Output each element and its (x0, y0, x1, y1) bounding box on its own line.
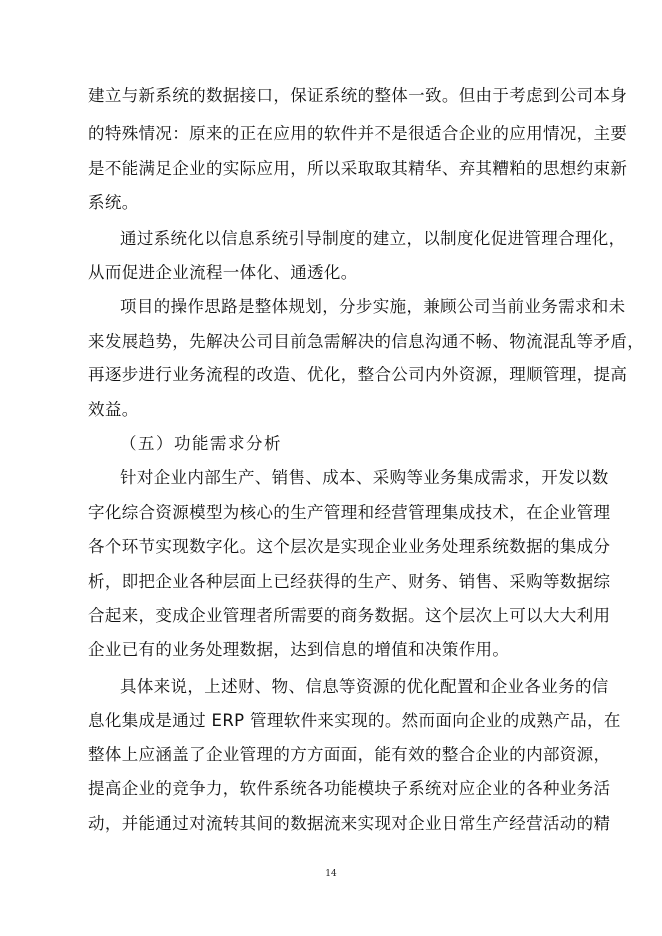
paragraph-4-line-1: 针对企业内部生产、销售、成本、采购等业务集成需求，开发以数 (120, 468, 609, 487)
paragraph-2-line-2: 从而促进企业流程一体化、通透化。 (88, 263, 358, 282)
paragraph-5-line-1: 具体来说，上述财、物、信息等资源的优化配置和企业各业务的信 (120, 677, 609, 696)
paragraph-3-line-3: 再逐步进行业务流程的改造、优化，整合公司内外资源，理顺管理，提高 (88, 365, 628, 384)
paragraph-1-line-3: 是不能满足企业的实际应用，所以采取取其精华、弃其糟粕的思想约束新 (88, 159, 628, 178)
paragraph-4-line-2: 字化综合资源模型为核心的生产管理和经营管理集成技术，在企业管理 (88, 503, 611, 522)
page-number: 14 (325, 869, 337, 879)
paragraph-1-line-2: 的特殊情况：原来的正在应用的软件并不是很适合企业的应用情况，主要 (88, 124, 628, 143)
paragraph-1-line-4: 系统。 (88, 193, 139, 212)
paragraph-4-line-4: 析，即把企业各种层面上已经获得的生产、财务、销售、采购等数据综 (88, 572, 611, 591)
paragraph-4-line-3: 各个环节实现数字化。这个层次是实现企业业务处理系统数据的集成分 (88, 537, 611, 556)
paragraph-3-line-2: 来发展趋势，先解决公司目前急需解决的信息沟通不畅、物流混乱等矛盾， (88, 332, 645, 351)
paragraph-1-line-1: 建立与新系统的数据接口，保证系统的整体一致。但由于考虑到公司本身 (88, 86, 628, 105)
paragraph-2-line-1: 通过系统化以信息系统引导制度的建立，以制度化促进管理合理化， (120, 229, 626, 248)
paragraph-5-line-3: 整体上应涵盖了企业管理的方方面面，能有效的整合企业的内部资源， (88, 745, 611, 764)
paragraph-3-line-4: 效益。 (88, 400, 139, 419)
paragraph-4-line-5: 合起来，变成企业管理者所需要的商务数据。这个层次上可以大大利用 (88, 606, 611, 625)
section-heading: （五）功能需求分析 (120, 434, 282, 453)
paragraph-5-line-4: 提高企业的竞争力，软件系统各功能模块子系统对应企业的各种业务活 (88, 779, 611, 798)
paragraph-4-line-6: 企业已有的业务处理数据，达到信息的增值和决策作用。 (88, 640, 510, 659)
paragraph-3-line-1: 项目的操作思路是整体规划，分步实施，兼顾公司当前业务需求和未 (120, 297, 626, 316)
paragraph-5-line-5: 动，并能通过对流转其间的数据流来实现对企业日常生产经营活动的精 (88, 814, 611, 833)
paragraph-5-line-2: 息化集成是通过 ERP 管理软件来实现的。然而面向企业的成熟产品，在 (88, 711, 621, 730)
